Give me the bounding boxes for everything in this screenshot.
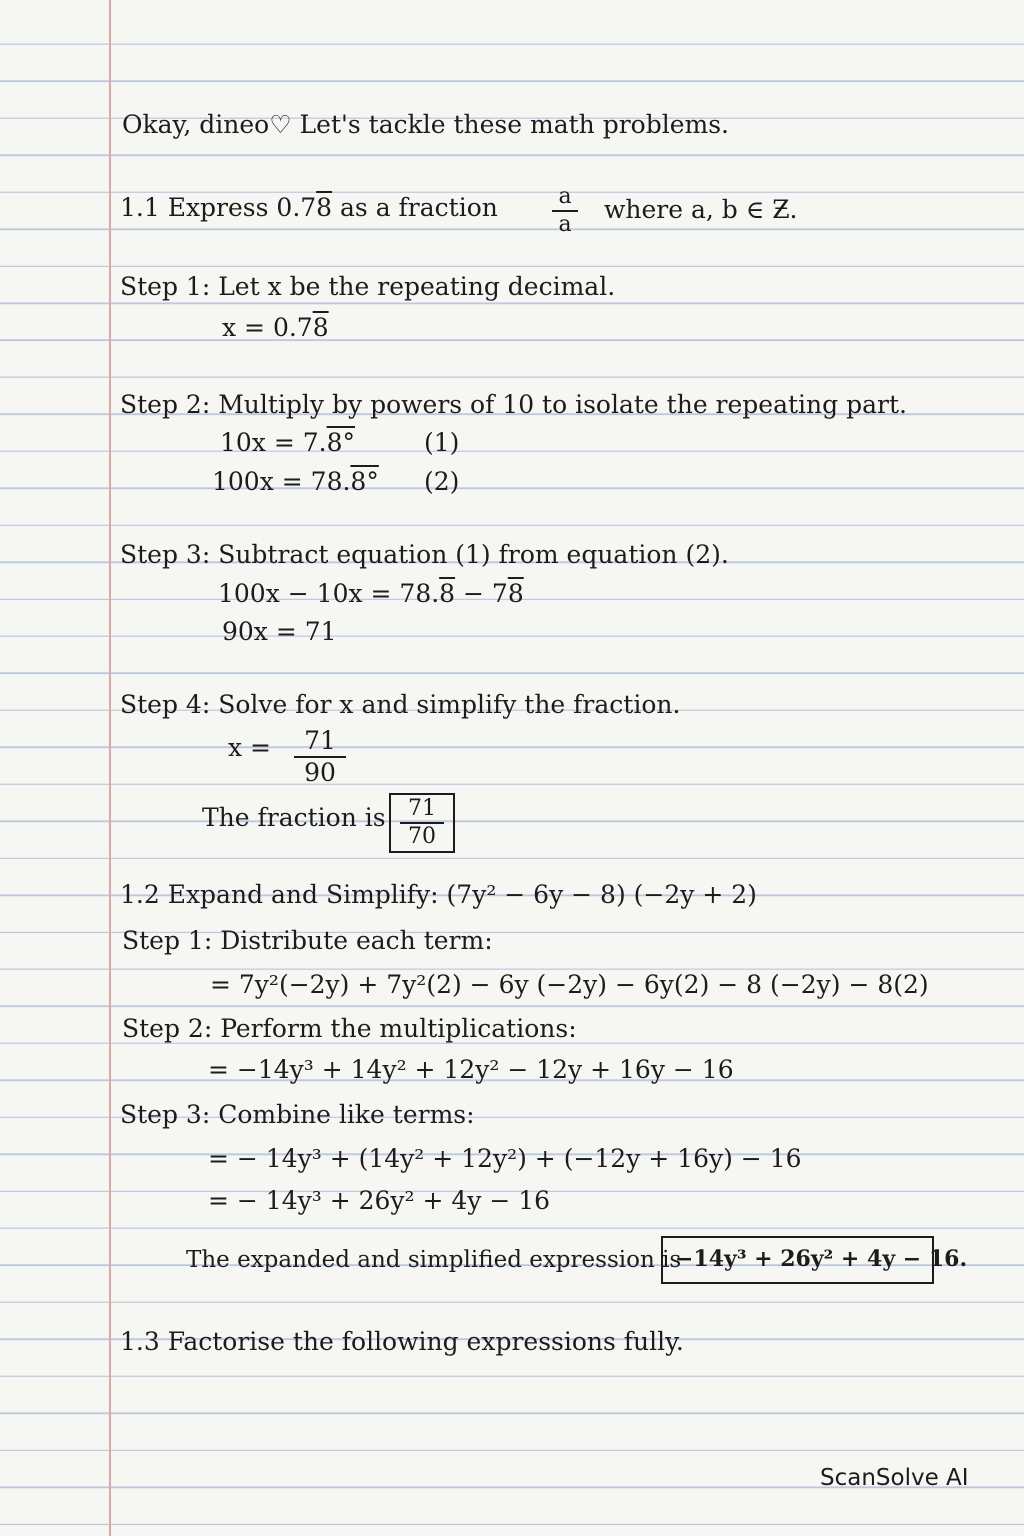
q1-step3-label: Step 3: Subtract equation (1) from equation (2).	[120, 540, 729, 569]
q1-heading-fraction: a a	[552, 186, 578, 236]
q2-heading: 1.2 Expand and Simplify: (7y² − 6y − 8) (−2y + 2)	[120, 880, 757, 909]
q2-step3-equation-1: = − 14y³ + (14y² + 12y²) + (−12y + 16y) − 16	[208, 1144, 802, 1173]
q1-heading-condition: where a, b ∈ Ƶ.	[604, 195, 798, 224]
q1-step1-equation: x = 0.78	[222, 313, 329, 342]
q2-step2-equation: = −14y³ + 14y² + 12y² − 12y + 16y − 16	[208, 1055, 734, 1084]
q1-step4-fraction: 71 90	[294, 728, 346, 786]
q1-step2-tag-1: (1)	[424, 428, 460, 457]
q2-answer: −14y³ + 26y² + 4y − 16.	[675, 1246, 968, 1272]
q2-answer-label: The expanded and simplified expression is	[186, 1247, 682, 1273]
q1-answer-label: The fraction is	[202, 803, 386, 832]
q1-step2-equation-1: 10x = 7.8°	[220, 428, 356, 457]
q1-step3-equation-1: 100x − 10x = 78.8 − 78	[218, 579, 524, 608]
margin-line	[109, 0, 111, 1536]
watermark: ScanSolve AI	[820, 1465, 969, 1491]
q1-answer-fraction: 71 70	[400, 798, 444, 848]
q3-heading: 1.3 Factorise the following expressions fully.	[120, 1327, 684, 1356]
q2-step3-equation-2: = − 14y³ + 26y² + 4y − 16	[208, 1186, 551, 1215]
q1-step3-equation-2: 90x = 71	[222, 617, 337, 646]
intro-line: Okay, dineo♡ Let's tackle these math problems.	[122, 110, 729, 139]
q1-step2-label: Step 2: Multiply by powers of 10 to isolate the repeating part.	[120, 390, 907, 419]
q1-heading: 1.1 Express 0.78 as a fraction	[120, 193, 498, 222]
q1-step2-tag-2: (2)	[424, 467, 460, 496]
q2-step3-label: Step 3: Combine like terms:	[120, 1100, 475, 1129]
q2-answer-box	[661, 1236, 968, 1284]
q1-step2-equation-2: 100x = 78.8°	[212, 467, 379, 496]
q2-step1-label: Step 1: Distribute each term:	[122, 926, 493, 955]
q2-step2-label: Step 2: Perform the multiplications:	[122, 1014, 577, 1043]
q1-step4-label: Step 4: Solve for x and simplify the fraction.	[120, 690, 681, 719]
q2-step1-equation: = 7y²(−2y) + 7y²(2) − 6y (−2y) − 6y(2) − 8 (−2y) − 8(2)	[210, 970, 929, 999]
q1-answer-box	[389, 793, 455, 853]
q1-step4-x: x =	[228, 733, 271, 762]
q1-step1-label: Step 1: Let x be the repeating decimal.	[120, 272, 616, 301]
